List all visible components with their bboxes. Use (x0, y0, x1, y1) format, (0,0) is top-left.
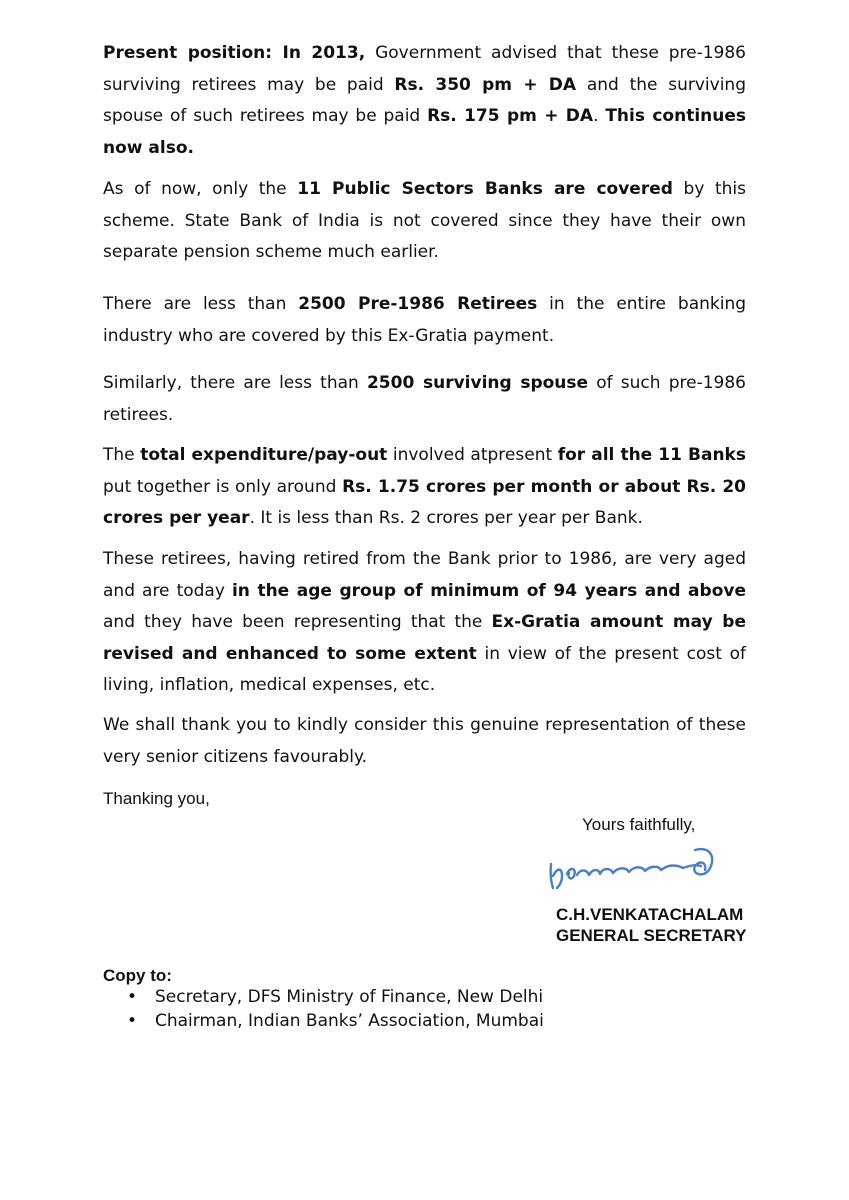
body-text: . (593, 106, 606, 126)
body-text: by this scheme. State Bank of India is not covered since they have their own separate pension scheme much earlier. (103, 179, 747, 262)
copy-to-heading: Copy to: (103, 966, 172, 985)
thanking-you: Thanking you, (103, 789, 210, 808)
body-text: The (103, 445, 141, 465)
body-text: As of now, only the (103, 179, 298, 199)
body-text: Government advised that these pre-1986 surviving retirees may be paid (103, 43, 746, 95)
copy-to-list (103, 985, 544, 1033)
paragraph-request (103, 710, 746, 773)
bold-text: 11 Public Sectors Banks are covered (297, 179, 673, 199)
bold-text: Ex-Gratia amount may be revised and enhanced to some extent (103, 612, 747, 664)
body-text: These retirees, having retired from the Bank prior to 1986, are very aged and are today (103, 549, 746, 601)
bold-text: This continues now also. (103, 106, 746, 158)
bold-text: Present position: In 2013, (103, 43, 366, 63)
bold-text: in the age group of minimum of 94 years and above (231, 580, 746, 601)
paragraph-expenditure (103, 440, 746, 535)
bold-text: Rs. 1.75 crores per month or about Rs. 20 crores per year (103, 476, 746, 528)
paragraph-retirees-count (103, 289, 746, 352)
paragraph-present-position (103, 38, 746, 164)
paragraph-banks-covered (103, 174, 746, 269)
body-text: . It is less than Rs. 2 crores per year per Bank. (249, 508, 643, 528)
body-text: in view of the present cost of living, inflation, medical expenses, etc. (103, 643, 746, 695)
bold-text: total expenditure/pay-out (140, 445, 388, 465)
body-text: Similarly, there are less than (103, 373, 367, 393)
body-text: and they have been representing that the (103, 612, 492, 632)
body-text: in the entire banking industry who are covered by this Ex-Gratia payment. (103, 294, 747, 346)
body-text: and the surviving spouse of such retirees may be paid (103, 74, 746, 126)
bold-text: Rs. 350 pm + DA (394, 74, 577, 95)
bold-text: for all the 11 Banks (557, 445, 746, 465)
signature-image (545, 842, 720, 894)
bold-text: 2500 surviving spouse (366, 373, 589, 393)
paragraph-age-group (103, 544, 746, 702)
bold-text: Rs. 175 pm + DA (427, 106, 594, 126)
body-text: of such pre-1986 retirees. (103, 373, 746, 425)
signatory-name: C.H.VENKATACHALAM (556, 905, 744, 924)
signatory-designation: GENERAL SECRETARY (556, 926, 747, 945)
copy-to-item-dfs: • Secretary, DFS Ministry of Finance, New Delhi (103, 985, 544, 1009)
bold-text: 2500 Pre-1986 Retirees (298, 294, 538, 314)
body-text: We shall thank you to kindly consider this genuine representation of these very senior citizens favourably. (103, 715, 746, 767)
body-text: put together is only around (103, 476, 343, 497)
body-text: involved atpresent (387, 445, 558, 465)
paragraph-spouse-count (103, 368, 746, 431)
body-text: There are less than (103, 294, 299, 314)
yours-faithfully: Yours faithfully, (582, 815, 696, 834)
copy-to-item-iba: • Chairman, Indian Banks’ Association, Mumbai (103, 1009, 544, 1033)
